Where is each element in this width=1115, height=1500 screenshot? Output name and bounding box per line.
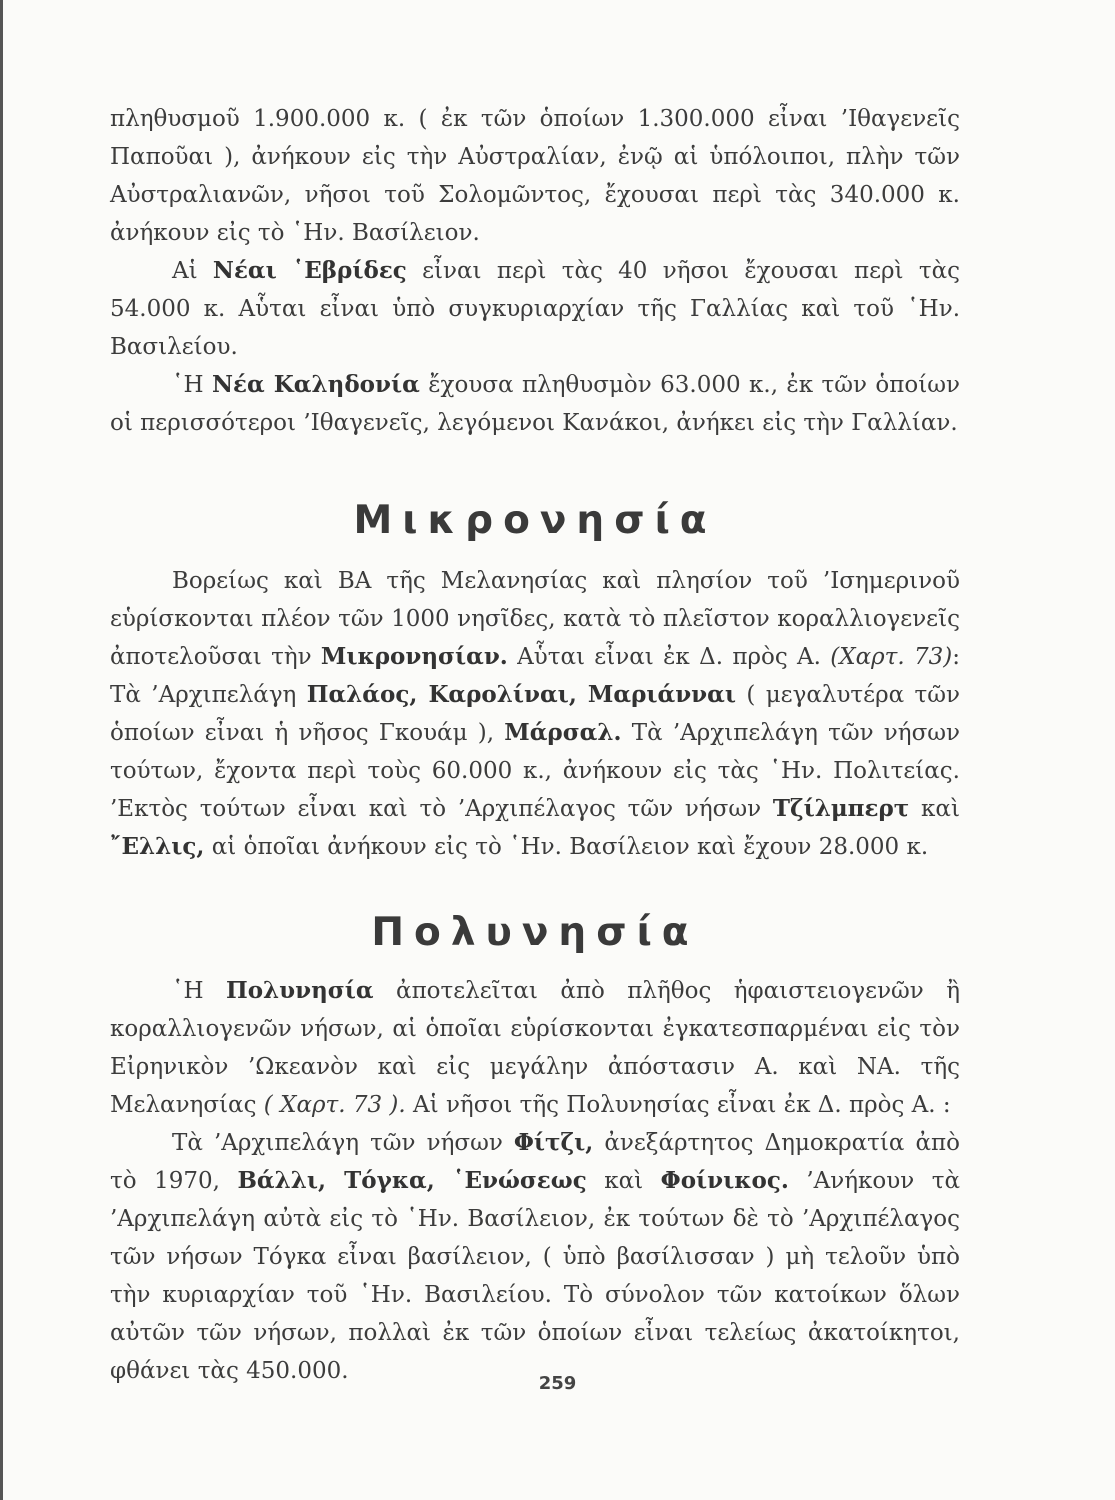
bold-term: Παλάος, Καρολίναι, Μαριάνναι — [306, 681, 736, 708]
section-heading-micronesia: Μικρονησία — [353, 498, 717, 543]
bold-term: Φοίνικος. — [660, 1167, 789, 1194]
paragraph-new-hebrides — [110, 252, 960, 366]
bold-term: Βάλλι, Τόγκα, ῾Ενώσεως — [237, 1167, 587, 1194]
bold-term: Πολυνησία — [225, 977, 374, 1004]
text-run: ’Ανήκουν τὰ ’Αρχιπελάγη αὐτὰ εἰς τὸ ῾Ην. Βασίλειον, ἐκ τούτων δὲ τὸ ’Αρχιπέλαγος τῶν νήσων Τόγκα εἶναι βασίλειον, ( ὑπὸ βασίλισσαν ) μὴ τελοῦν ὑπὸ τὴν κυριαρχίαν τοῦ ῾Ην. Βασιλείου. Τὸ σύνολον τῶν κατοίκων ὅλων αὐτῶν τῶν νήσων, πολλαὶ ἐκ τῶν ὁποίων εἶναι τελείως ἀκατοίκητοι, φθάνει τὰς 450.000. — [110, 1168, 960, 1384]
text-run: ἔχουσα πληθυσμὸν 63.000 κ., ἐκ τῶν ὁποίων οἱ περισσότεροι ’Ιθαγενεῖς, λεγόμενοι Κανάκοι, ἀνήκει εἰς τὴν Γαλλίαν. — [110, 372, 960, 436]
text-run: Αἱ νῆσοι τῆς Πολυνησίας εἶναι ἐκ Δ. πρὸς Α. : — [405, 1092, 951, 1118]
text-run: αἱ ὁποῖαι ἀνήκουν εἰς τὸ ῾Ην. Βασίλειον καὶ ἔχουν 28.000 κ. — [204, 834, 929, 860]
bold-term: Μάρσαλ. — [504, 719, 622, 746]
text-run: Αὗται εἶναι ἐκ Δ. πρὸς Α. — [507, 644, 831, 670]
section-heading-polynesia: Πολυνησία — [371, 910, 699, 955]
map-reference: (Χαρτ. 73) — [830, 644, 953, 670]
bold-term: Νέαι ῾Εβρίδες — [212, 257, 407, 284]
text-run: Τὰ ’Αρχιπελάγη τῶν νήσων τούτων, ἔχοντα περὶ τοὺς 60.000 κ., ἀνήκουν εἰς τὰς ῾Ην. Πολιτείας. ’Εκτὸς τούτων εἶναι καὶ τὸ ’Αρχιπέλαγος τῶν νήσων — [110, 720, 960, 822]
paragraph-polynesia — [110, 972, 960, 1124]
text-run: ἀποτελεῖται ἀπὸ πλῆθος ἡφαιστειογενῶν ἢ κοραλλιογενῶν νήσων, αἱ ὁποῖαι εὑρίσκονται ἐγκατεσπαρμέναι εἰς τὸν Εἰρηνικὸν ’Ωκεανὸν καὶ εἰς μεγάλην ἀπόστασιν Α. καὶ ΝΑ. τῆς Μελανησίας — [110, 978, 960, 1118]
paragraph-new-caledonia — [110, 366, 960, 442]
bold-term: Τζίλμπερτ — [772, 795, 910, 822]
page-number: 259 — [538, 1373, 577, 1394]
paragraph-micronesia — [110, 562, 960, 866]
text-run: πληθυσμοῦ 1.900.000 κ. ( ἐκ τῶν ὁποίων 1.300.000 εἶναι ’Ιθαγενεῖς Παποῦαι ), ἀνήκουν εἰς τὴν Αὐστραλίαν, ἐνῷ αἱ ὑπόλοιποι, πλὴν τῶν Αὐστραλιανῶν, νῆσοι τοῦ Σολομῶντος, ἔχουσαι περὶ τὰς 340.000 κ. ἀνήκουν εἰς τὸ ῾Ην. Βασίλειον. — [110, 106, 960, 246]
page-content — [110, 100, 960, 1390]
map-reference: ( Χαρτ. 73 ). — [263, 1092, 406, 1118]
text-run: ἀνεξάρτητος Δημοκρατία ἀπὸ τὸ 1970, — [110, 1130, 961, 1194]
paragraph-archipelagos — [110, 1124, 960, 1390]
paragraph-melanesia-continued — [110, 100, 960, 252]
text-run: καὶ — [909, 796, 960, 822]
bold-term: ῎Ελλις, — [110, 833, 205, 860]
text-run: εἶναι περὶ τὰς 40 νῆσοι ἔχουσαι περὶ τὰς 54.000 κ. Αὗται εἶναι ὑπὸ συγκυριαρχίαν τῆς Γαλλίας καὶ τοῦ ῾Ην. Βασιλείου. — [110, 258, 960, 360]
bold-term: Μικρονησίαν. — [320, 643, 508, 670]
text-run: καὶ — [586, 1168, 661, 1194]
page-edge — [0, 0, 3, 1500]
text-run: ῾Η — [172, 372, 212, 398]
text-run: ῾Η — [172, 978, 226, 1004]
text-run: Τὰ ’Αρχιπελάγη τῶν νήσων — [172, 1130, 514, 1156]
text-run: Αἱ — [172, 258, 213, 284]
text-run: Βορείως καὶ ΒΑ τῆς Μελανησίας καὶ πλησίον τοῦ ’Ισημερινοῦ εὑρίσκονται πλέον τῶν 1000 νησῖδες, κατὰ τὸ πλεῖστον κοραλλιογενεῖς ἀποτελοῦσαι τὴν — [110, 568, 960, 670]
bold-term: Νέα Καληδονία — [211, 371, 420, 398]
bold-term: Φίτζι, — [513, 1129, 594, 1156]
text-run: : Τὰ ’Αρχιπελάγη — [110, 644, 960, 708]
text-run: ( μεγαλυτέρα τῶν ὁποίων εἶναι ἡ νῆσος Γκουάμ ), — [110, 682, 960, 746]
